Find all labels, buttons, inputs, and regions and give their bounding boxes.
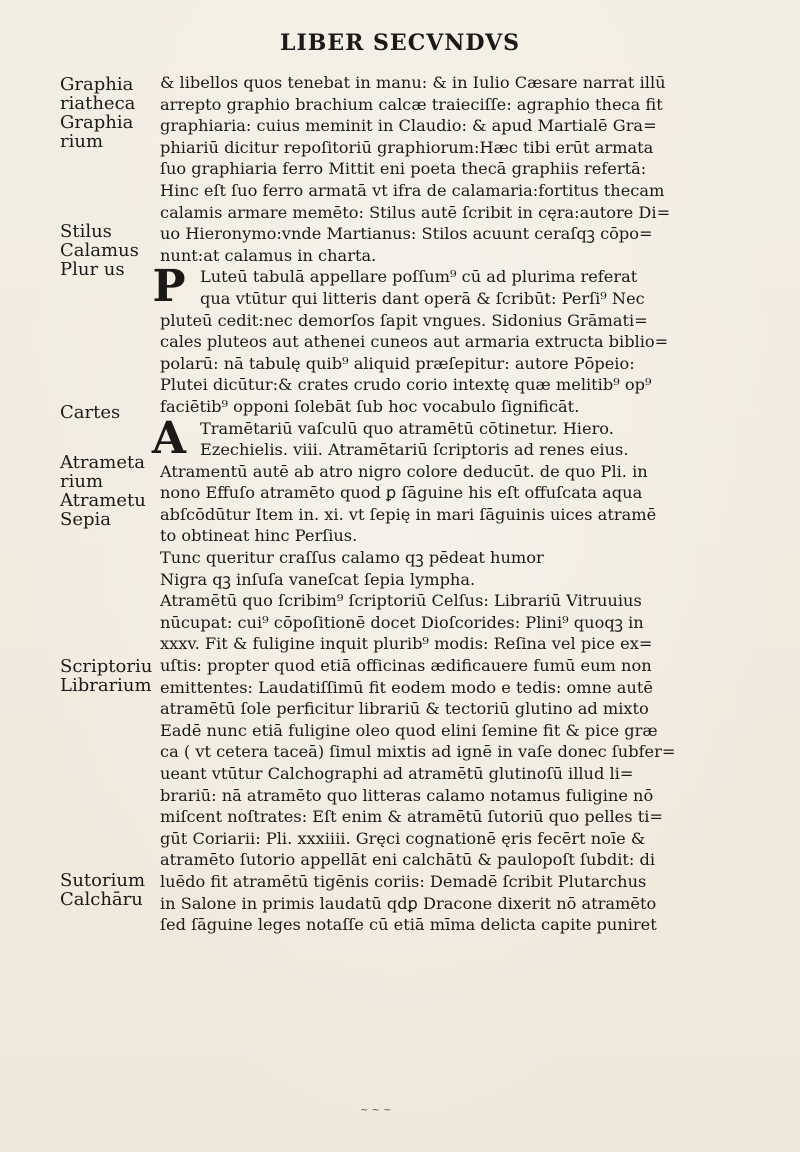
drop-cap-p: P — [152, 261, 186, 313]
drop-cap-a: A — [151, 412, 187, 464]
text-line: pluteū cedit:nec demorſos ſapit vngues. Sidonius Grāmati= — [160, 310, 648, 330]
text-line: Ezechielis. viii. Atramētariū ſcriptoris ad renes eius. — [200, 440, 629, 460]
text-line: in Salone in primis laudatū qdꝑ Dracone dixerit nō atramēto — [160, 893, 657, 913]
text-line: brariū: nā atramēto quo litteras calamo notamus fuligine nō — [160, 785, 654, 805]
text-line: Atramentū autē ab atro nigro colore deducūt. de quo Pli. in — [160, 461, 648, 481]
text-line: atramēto ſutorio appellāt eni calchātū & paulopoſt ſubdit: di — [160, 850, 656, 870]
catchword: ~ ~ ~ — [360, 1105, 392, 1116]
text-line: luēdo fit atramētū tigēnis coriis: Demadē ſcribit Plutarchus — [160, 871, 647, 891]
text-line: Luteū tabulā appellare poſſum⁹ cū ad plurima referat — [200, 267, 638, 287]
margin-note-cartes: Cartes — [60, 402, 121, 423]
text-line: qua vtūtur qui litteris dant operā & ſcribūt: Perſi⁹ Nec — [200, 288, 645, 308]
verse-line: Nigra qꝫ inſuſa vaneſcat ſepia lympha. — [160, 569, 476, 589]
text-line: to obtineat hinc Perſius. — [160, 526, 358, 546]
text-line: uo Hieronymo:vnde Martianus: Stilos acuunt ceraſqꝫ cōpo= — [160, 224, 653, 244]
text-line: uſtis: propter quod etiā officinas ædificauere fumū eum non — [160, 656, 652, 676]
margin-note-scriptorium: Scriptoriu Librarium — [60, 656, 153, 696]
main-text-block — [151, 72, 770, 936]
text-line: Atramētū quo ſcribim⁹ ſcriptoriū Celſus: Librariū Vitruuius — [160, 591, 642, 611]
text-line: xxxv. Fit & fuligine inquit plurib⁹ modis: Reſina vel pice ex= — [160, 634, 653, 654]
text-line: Tramētariū vaſculū quo atramētū cōtinetur. Hiero. — [200, 418, 614, 438]
text-line: nunt:at calamus in charta. — [160, 245, 377, 265]
text-line: ſuo graphiaria ferro Mittit eni poeta thecā graphiis refertā: — [160, 159, 647, 179]
text-line: calamis armare memēto: Stilus autē ſcribit in cęra:autore Di= — [160, 202, 671, 222]
text-line: emittentes: Laudatiſſimū fit eodem modo e tedis: omne autē — [160, 677, 653, 697]
running-header: LIBER SECVNDVS — [279, 30, 521, 56]
text-line: phiariū dicitur repoſitoriū graphiorum:Hæc tibi erūt armata — [160, 137, 654, 157]
paragraph-a — [151, 412, 770, 464]
margin-note-atramenta: Atrameta rium Atrametu Sepia — [60, 452, 146, 530]
verse-line: Tunc queritur craſſus calamo qꝫ pēdeat humor — [160, 548, 544, 568]
text-line: ueant vtūtur Calchographi ad atramētū glutinoſū illud li= — [160, 764, 634, 783]
text-line: abſcōdūtur Item in. xi. vt ſepię in mari ſāguinis uices atramē — [160, 504, 657, 524]
text-line: atramētū ſole perficitur librariū & tectoriū glutino ad mixto — [160, 699, 649, 719]
text-line: nūcupat: cui⁹ cōpoſitionē docet Dioſcorides: Plini⁹ quoqꝫ in — [160, 612, 644, 632]
text-line: faciētib⁹ opponi ſolebāt ſub hoc vocabulo ſignificāt. — [160, 396, 580, 416]
margin-note-stilus: Stilus Calamus Plur us — [60, 221, 139, 280]
text-line: polarū: nā tabulę quib⁹ aliquid præſepitur: autore Pōpeio: — [160, 353, 635, 373]
text-line: cales pluteos aut athenei cuneos aut armaria extructa biblio= — [160, 332, 669, 352]
text-line: Hinc eſt ſuo ferro armatā vt ifra de calamaria:fortitus thecam — [160, 180, 665, 200]
text-line: ca ( vt cetera taceā) ſimul mixtis ad ignē in vaſe donec ſubfer= — [160, 742, 676, 762]
text-line: arrepto graphio brachium calcæ traieciſſe: agraphio theca fit — [160, 94, 663, 114]
text-line: Plutei dicūtur:& crates crudo corio intextę quæ melitib⁹ op⁹ — [160, 375, 652, 395]
text-line: Eadē nunc etiā fuligine oleo quod elini ſemine fit & pice græ — [160, 720, 658, 740]
text-line: & libellos quos tenebat in manu: & in Iulio Cæsare narrat illū — [160, 73, 666, 92]
paragraph-p — [152, 261, 770, 313]
margin-note-graphia: Graphia riatheca Graphia rium — [60, 74, 136, 152]
text-line: miſcent noſtrates: Eſt enim & atramētū ſutoriū quo pelles ti= — [160, 807, 663, 827]
margin-note-sutorium: Sutorium Calchāru — [60, 870, 146, 910]
text-line: gūt Coriarii: Pli. xxxiiii. Gręci cognationē ęris fecērt noīe & — [160, 828, 646, 848]
text-line: nono Effuſo atramēto quod ꝑ ſāguine his eſt offuſcata aqua — [160, 483, 643, 503]
text-line: ſed ſāguine leges notaſſe cū etiā mīma delicta capite puniret — [160, 915, 657, 935]
text-line: graphiaria: cuius meminit in Claudio: & apud Martialē Gra= — [160, 116, 657, 136]
